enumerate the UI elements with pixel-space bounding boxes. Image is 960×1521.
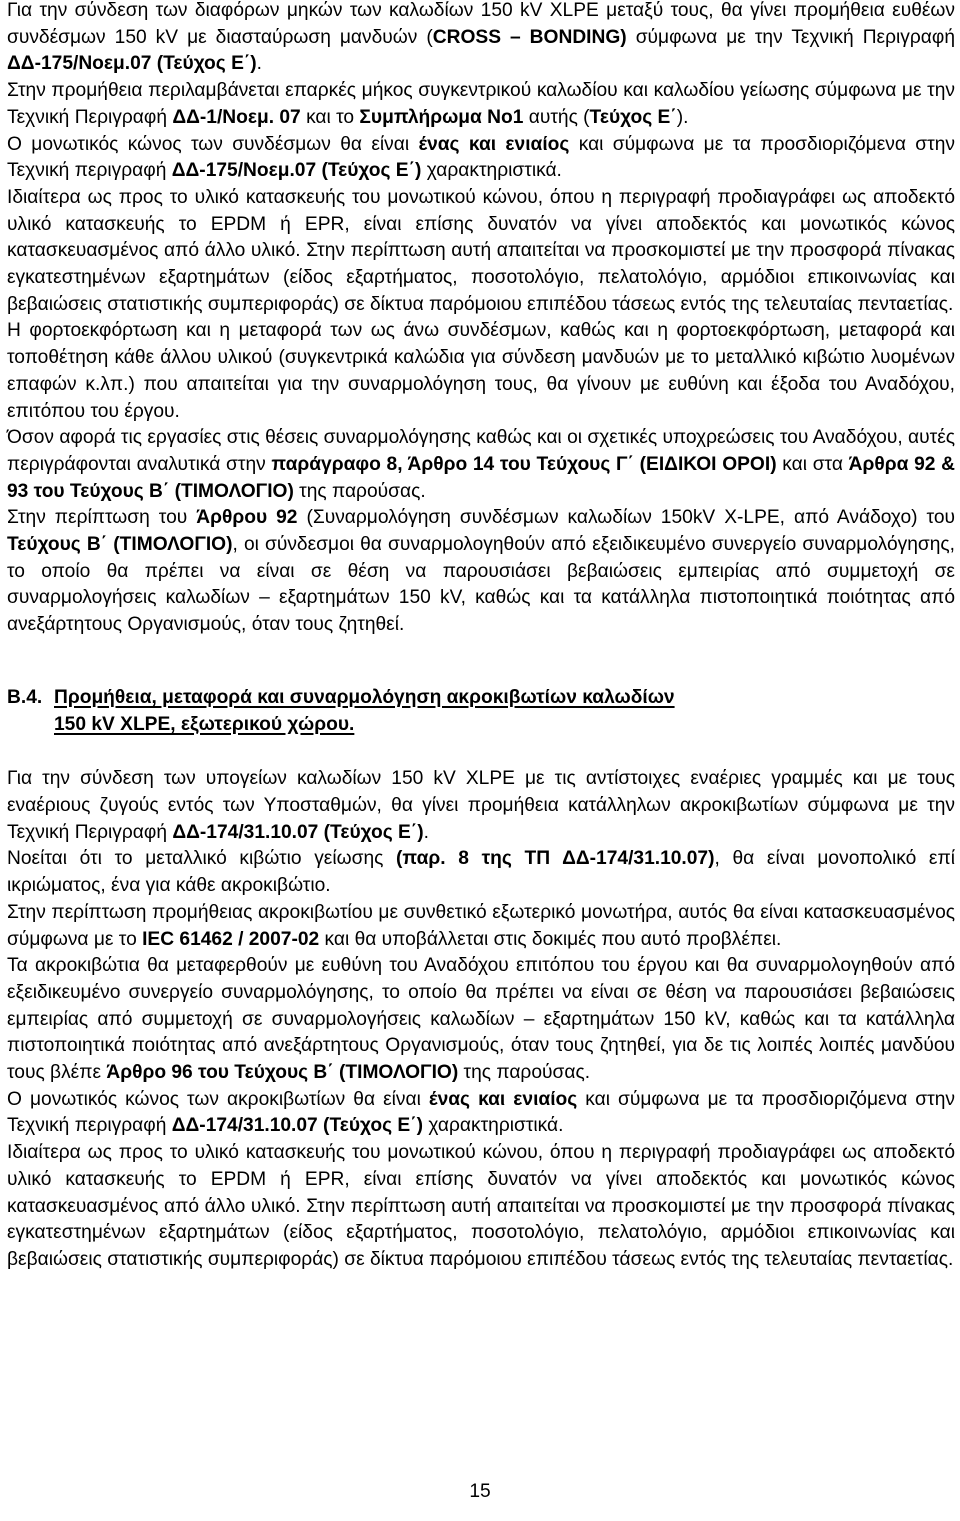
text-run: Ο μονωτικός κώνος των συνδέσμων θα είναι [7, 133, 419, 155]
bold-text: Τεύχους Β΄ (ΤΙΜΟΛΟΓΙΟ) [7, 534, 233, 556]
bold-text: ΔΔ-175/Νοεμ.07 (Τεύχος Ε΄) [171, 160, 422, 182]
text-run: Στην προμήθεια περιλαμβάνεται επαρκές μήκος συγκεντρικού καλωδίου και καλωδίου γείωσης σύμφωνα με την Τεχνική Περιγραφή [7, 80, 955, 128]
bold-text: Τεύχος Ε΄ [589, 106, 677, 128]
text-run: (Συναρμολόγηση συνδέσμων καλωδίων 150kV X-LPE, από Ανάδοχο) του [297, 507, 955, 529]
bold-text: CROSS – BONDING) [432, 26, 627, 48]
text-run: και θα υποβάλλεται στις δοκιμές που αυτό προβλέπει. [319, 928, 782, 950]
text-run: και σύμφωνα με τα προσδιοριζόμενα στην Τεχνική περιγραφή [7, 1088, 955, 1137]
bold-text: ΔΔ-174/31.10.07 (Τεύχος Ε΄) [171, 1115, 423, 1137]
bottom-paragraphs [7, 766, 955, 1273]
spacer [7, 738, 955, 766]
text-run: χαρακτηριστικά. [422, 1115, 564, 1137]
bold-text: Συμπλήρωμα Νο1 [359, 106, 524, 128]
top-paragraphs [7, 0, 955, 639]
paragraph [7, 78, 955, 131]
paragraph [7, 1087, 955, 1140]
text-run: Για την σύνδεση των υπογείων καλωδίων 150 kV XLPE με τις αντίστοιχες εναέριες γραμμές και με τους εναέριους ζυγούς εντός των Υποσταθμών, θα γίνει προμήθεια κατάλληλων ακροκιβωτίων σύμφωνα με την Τεχνική Περιγραφή [7, 768, 955, 843]
text-run: , οι σύνδεσμοι θα συναρμολογηθούν από εξειδικευμένο συνεργείο συναρμολόγησης, το οποίο θα πρέπει να είναι σε θέση να παρουσιάσει βεβαιώσεις εμπειρίας από συμμετοχή σε συναρμολογήσεις καλωδίων – εξαρτημάτων 150 kV, καθώς και τα κατάλληλα πιστοποιητικά ποιότητας από ανεξάρτητους Οργανισμούς, όταν τους ζητηθεί. [7, 534, 955, 636]
text-run: Ο μονωτικός κώνος των ακροκιβωτίων θα είναι [7, 1088, 429, 1110]
text-run: και στα [776, 453, 849, 475]
text-run: Τα ακροκιβώτια θα μεταφερθούν με ευθύνη του Αναδόχου επιτόπου του έργου και θα συναρμολογηθούν από εξειδικευμένο συνεργείο συναρμολόγησης, το οποίο θα πρέπει να είναι σε θέση να παρουσιάσει βεβαιώσεις εμπειρίας από συμμετοχή σε συναρμολογήσεις καλωδίων – εξαρτημάτων 150 kV, καθώς και τα κατάλληλα πιστοποιητικά ποιότητας από ανεξάρτητους Οργανισμούς, όταν τους ζητηθεί, για δε τις λοιπές λοιπές μανδύου τους βλέπε [7, 955, 955, 1084]
text-run: Ιδιαίτερα ως προς το υλικό κατασκευής του μονωτικού κώνου, όπου η περιγραφή προδιαγράφει ως αποδεκτό υλικό κατασκευής το EPDM ή EPR, είναι επίσης δυνατόν να γίνει αποδεκτός και μονωτικός κώνος κατασκευασμένος από άλλο υλικό. Στην περίπτωση αυτή απαιτείται να προσκομιστεί με την προσφορά πίνακας εγκατεστημένων εξαρτημάτων (είδος εξαρτήματος, ποσοτολόγιο, πελατολόγιο, αρμόδιοι επικοινωνίας και βεβαιώσεις στατιστικής συμπεριφοράς) σε δίκτυα παρόμοιου επιπέδου τάσεως εντός της τελευταίας πενταετίας. [7, 1142, 955, 1270]
text-run: Όσον αφορά τις εργασίες στις θέσεις συναρμολόγησης καθώς και οι σχετικές υποχρεώσεις του Αναδόχου, αυτές περιγράφονται αναλυτικά στην [7, 427, 955, 475]
text-run: ). [676, 106, 689, 128]
text-run: Στην περίπτωση προμήθειας ακροκιβωτίου με συνθετικό εξωτερικό μονωτήρα, αυτός θα είναι κατασκευασμένος σύμφωνα με το [7, 901, 955, 950]
paragraph [7, 953, 955, 1087]
paragraph [7, 766, 955, 846]
bold-text: ΔΔ-174/31.10.07 (Τεύχος Ε΄) [172, 821, 424, 843]
document-page [7, 0, 955, 1274]
text-run: και σύμφωνα με τα προσδιοριζόμενα στην Τεχνική περιγραφή [7, 133, 955, 182]
bold-text: ΔΔ-175/Νοεμ.07 (Τεύχος Ε΄) [7, 53, 257, 75]
text-run: της παρούσας. [293, 480, 426, 502]
bold-text: ΔΔ-1/Νοεμ. 07 [172, 106, 301, 128]
text-run: , θα είναι μονοπολικό επί ικριώματος, ένα για κάθε ακροκιβώτιο. [7, 848, 955, 897]
text-run: Για την σύνδεση των διαφόρων μηκών των καλωδίων 150 kV XLPE μεταξύ τους, θα γίνει προμήθεια ευθέων συνδέσμων 150 kV με διασταύρωση μανδυών ( [7, 0, 955, 48]
section-title-line1: Προμήθεια, μεταφορά και συναρμολόγηση ακροκιβωτίων καλωδίων [54, 686, 675, 708]
section-heading [7, 685, 955, 738]
bold-text: (παρ. 8 της ΤΠ ΔΔ-174/31.10.07) [396, 848, 715, 870]
spacer [7, 639, 955, 685]
bold-text: ένας και ενιαίος [418, 133, 570, 155]
paragraph [7, 132, 955, 185]
text-run: Η φορτοεκφόρτωση και η μεταφορά των ως άνω συνδέσμων, καθώς και η φορτοεκφόρτωση, μεταφορά και τοποθέτηση κάθε άλλου υλικού (συγκεντρικά καλώδια για σύνδεση μανδυών με το μεταλλικό κιβώτιο λυομένων επαφών κ.λπ.) που απαιτείται για την συναρμολόγηση τους, θα γίνουν με ευθύνη και έξοδα του Αναδόχου, επιτόπου του έργου. [7, 320, 955, 422]
page-number: 15 [469, 1481, 491, 1502]
paragraph [7, 505, 955, 639]
bold-text: παράγραφο 8, Άρθρο 14 του Τεύχους Γ΄ (ΕΙΔΙΚΟΙ ΟΡΟΙ) [271, 453, 777, 475]
section-number: Β.4. [7, 686, 43, 708]
bold-text: Άρθρο 96 του Τεύχους Β΄ (ΤΙΜΟΛΟΓΙΟ) [106, 1062, 459, 1084]
text-run: . [423, 821, 429, 843]
text-run: . [256, 53, 263, 75]
paragraph [7, 0, 955, 78]
paragraph [7, 318, 955, 425]
text-run: χαρακτηριστικά. [421, 160, 562, 182]
text-run: Νοείται ότι το μεταλλικό κιβώτιο γείωσης [7, 848, 397, 870]
bold-text: IEC 61462 / 2007-02 [142, 928, 320, 950]
bold-text: ένας και ενιαίος [428, 1088, 578, 1110]
text-run: και το [300, 106, 360, 128]
text-run: της παρούσας. [458, 1062, 591, 1084]
bold-text: Άρθρου 92 [196, 507, 298, 529]
paragraph [7, 900, 955, 953]
text-run: σύμφωνα με την Τεχνική Περιγραφή [626, 26, 955, 48]
paragraph [7, 185, 955, 319]
bold-text: Άρθρα 92 & 93 του Τεύχους Β΄ (ΤΙΜΟΛΟΓΙΟ) [7, 453, 955, 502]
text-run: αυτής ( [523, 106, 590, 128]
paragraph [7, 846, 955, 899]
text-run: Ιδιαίτερα ως προς το υλικό κατασκευής του μονωτικού κώνου, όπου η περιγραφή προδιαγράφει ως αποδεκτό υλικό κατασκευής το EPDM ή EPR, είναι επίσης δυνατόν να γίνει αποδεκτός και μονωτικός κώνος κατασκευασμένος από άλλο υλικό. Στην περίπτωση αυτή απαιτείται να προσκομιστεί με την προσφορά πίνακας εγκατεστημένων εξαρτημάτων (είδος εξαρτήματος, ποσοτολόγιο, πελατολόγιο, αρμόδιοι επικοινωνίας και βεβαιώσεις στατιστικής συμπεριφοράς) σε δίκτυα παρόμοιου επιπέδου τάσεως εντός της τελευταίας πενταετίας. [7, 186, 955, 315]
paragraph [7, 1140, 955, 1274]
paragraph [7, 425, 955, 505]
text-run: Στην περίπτωση του [7, 507, 197, 529]
section-title-line2: 150 kV XLPE, εξωτερικού χώρου. [54, 713, 355, 735]
